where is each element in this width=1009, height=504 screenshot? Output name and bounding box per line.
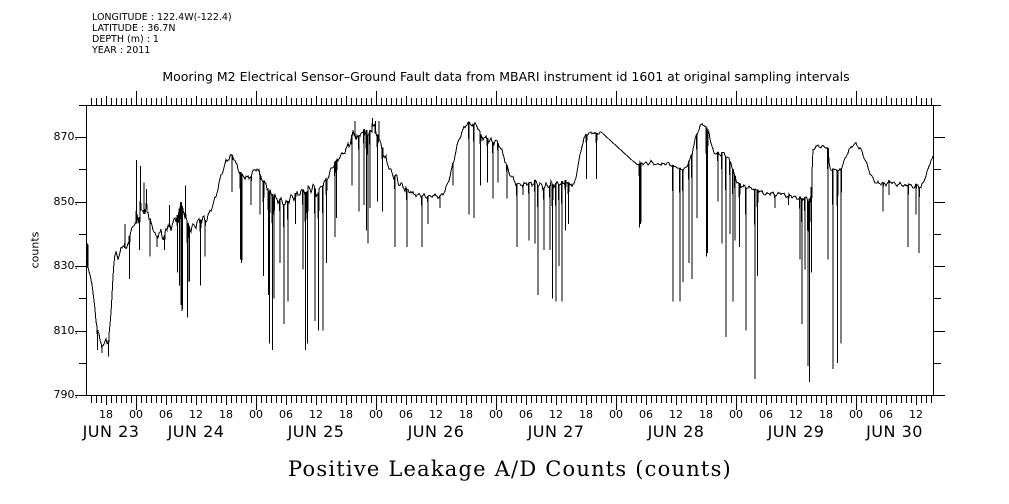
x-date-label: JUN 29 [767,422,825,441]
x-hour-label: 12 [309,408,323,421]
metadata-line: LATITUDE : 36.7N [92,23,176,34]
x-hour-label: 18 [819,408,833,421]
metadata-line: YEAR : 2011 [92,45,151,56]
x-hour-label: 06 [399,408,413,421]
data-series-line [86,118,933,382]
x-hour-label: 06 [159,408,173,421]
x-hour-label: 12 [429,408,443,421]
y-tick-label: 830. [53,259,78,273]
x-hour-label: 18 [699,408,713,421]
x-hour-label: 12 [909,408,923,421]
x-date-label: JUN 27 [527,422,585,441]
x-date-label: JUN 25 [287,422,345,441]
x-date-label: JUN 30 [866,422,923,441]
x-hour-label: 00 [129,408,143,421]
x-hour-label: 06 [279,408,293,421]
x-axis-title: Positive Leakage A/D Counts (counts) [288,457,732,481]
x-hour-label: 06 [879,408,893,421]
x-hour-label: 18 [459,408,473,421]
chart-title: Mooring M2 Electrical Sensor–Ground Fault data from MBARI instrument id 1601 at original sampling intervals [162,69,850,84]
metadata-line: DEPTH (m) : 1 [92,34,159,45]
y-tick-label: 810. [53,323,78,337]
x-hour-label: 00 [249,408,263,421]
x-hour-label: 00 [369,408,383,421]
x-hour-label: 18 [579,408,593,421]
x-hour-label: 18 [99,408,113,421]
y-tick-label: 870. [53,130,78,144]
x-hour-label: 00 [849,408,863,421]
plot-frame [87,106,934,396]
x-hour-label: 12 [549,408,563,421]
x-hour-label: 00 [729,408,743,421]
x-hour-label: 18 [219,408,233,421]
x-hour-label: 12 [189,408,203,421]
x-hour-label: 06 [639,408,653,421]
y-tick-label: 790. [53,388,78,401]
x-hour-label: 12 [669,408,683,421]
x-hour-label: 18 [339,408,353,421]
metadata-line: LONGITUDE : 122.4W(-122.4) [92,12,232,23]
metadata-block [92,12,232,56]
x-hour-label: 00 [489,408,503,421]
x-hour-label: 06 [759,408,773,421]
x-hour-label: 06 [519,408,533,421]
x-date-label: JUN 26 [407,422,465,441]
x-hour-label: 00 [609,408,623,421]
y-axis-label: counts [28,231,42,269]
x-date-label: JUN 28 [647,422,705,441]
y-tick-label: 850. [53,194,78,208]
x-date-label: JUN 23 [82,422,140,441]
x-date-label: JUN 24 [167,422,225,441]
x-hour-label: 12 [789,408,803,421]
